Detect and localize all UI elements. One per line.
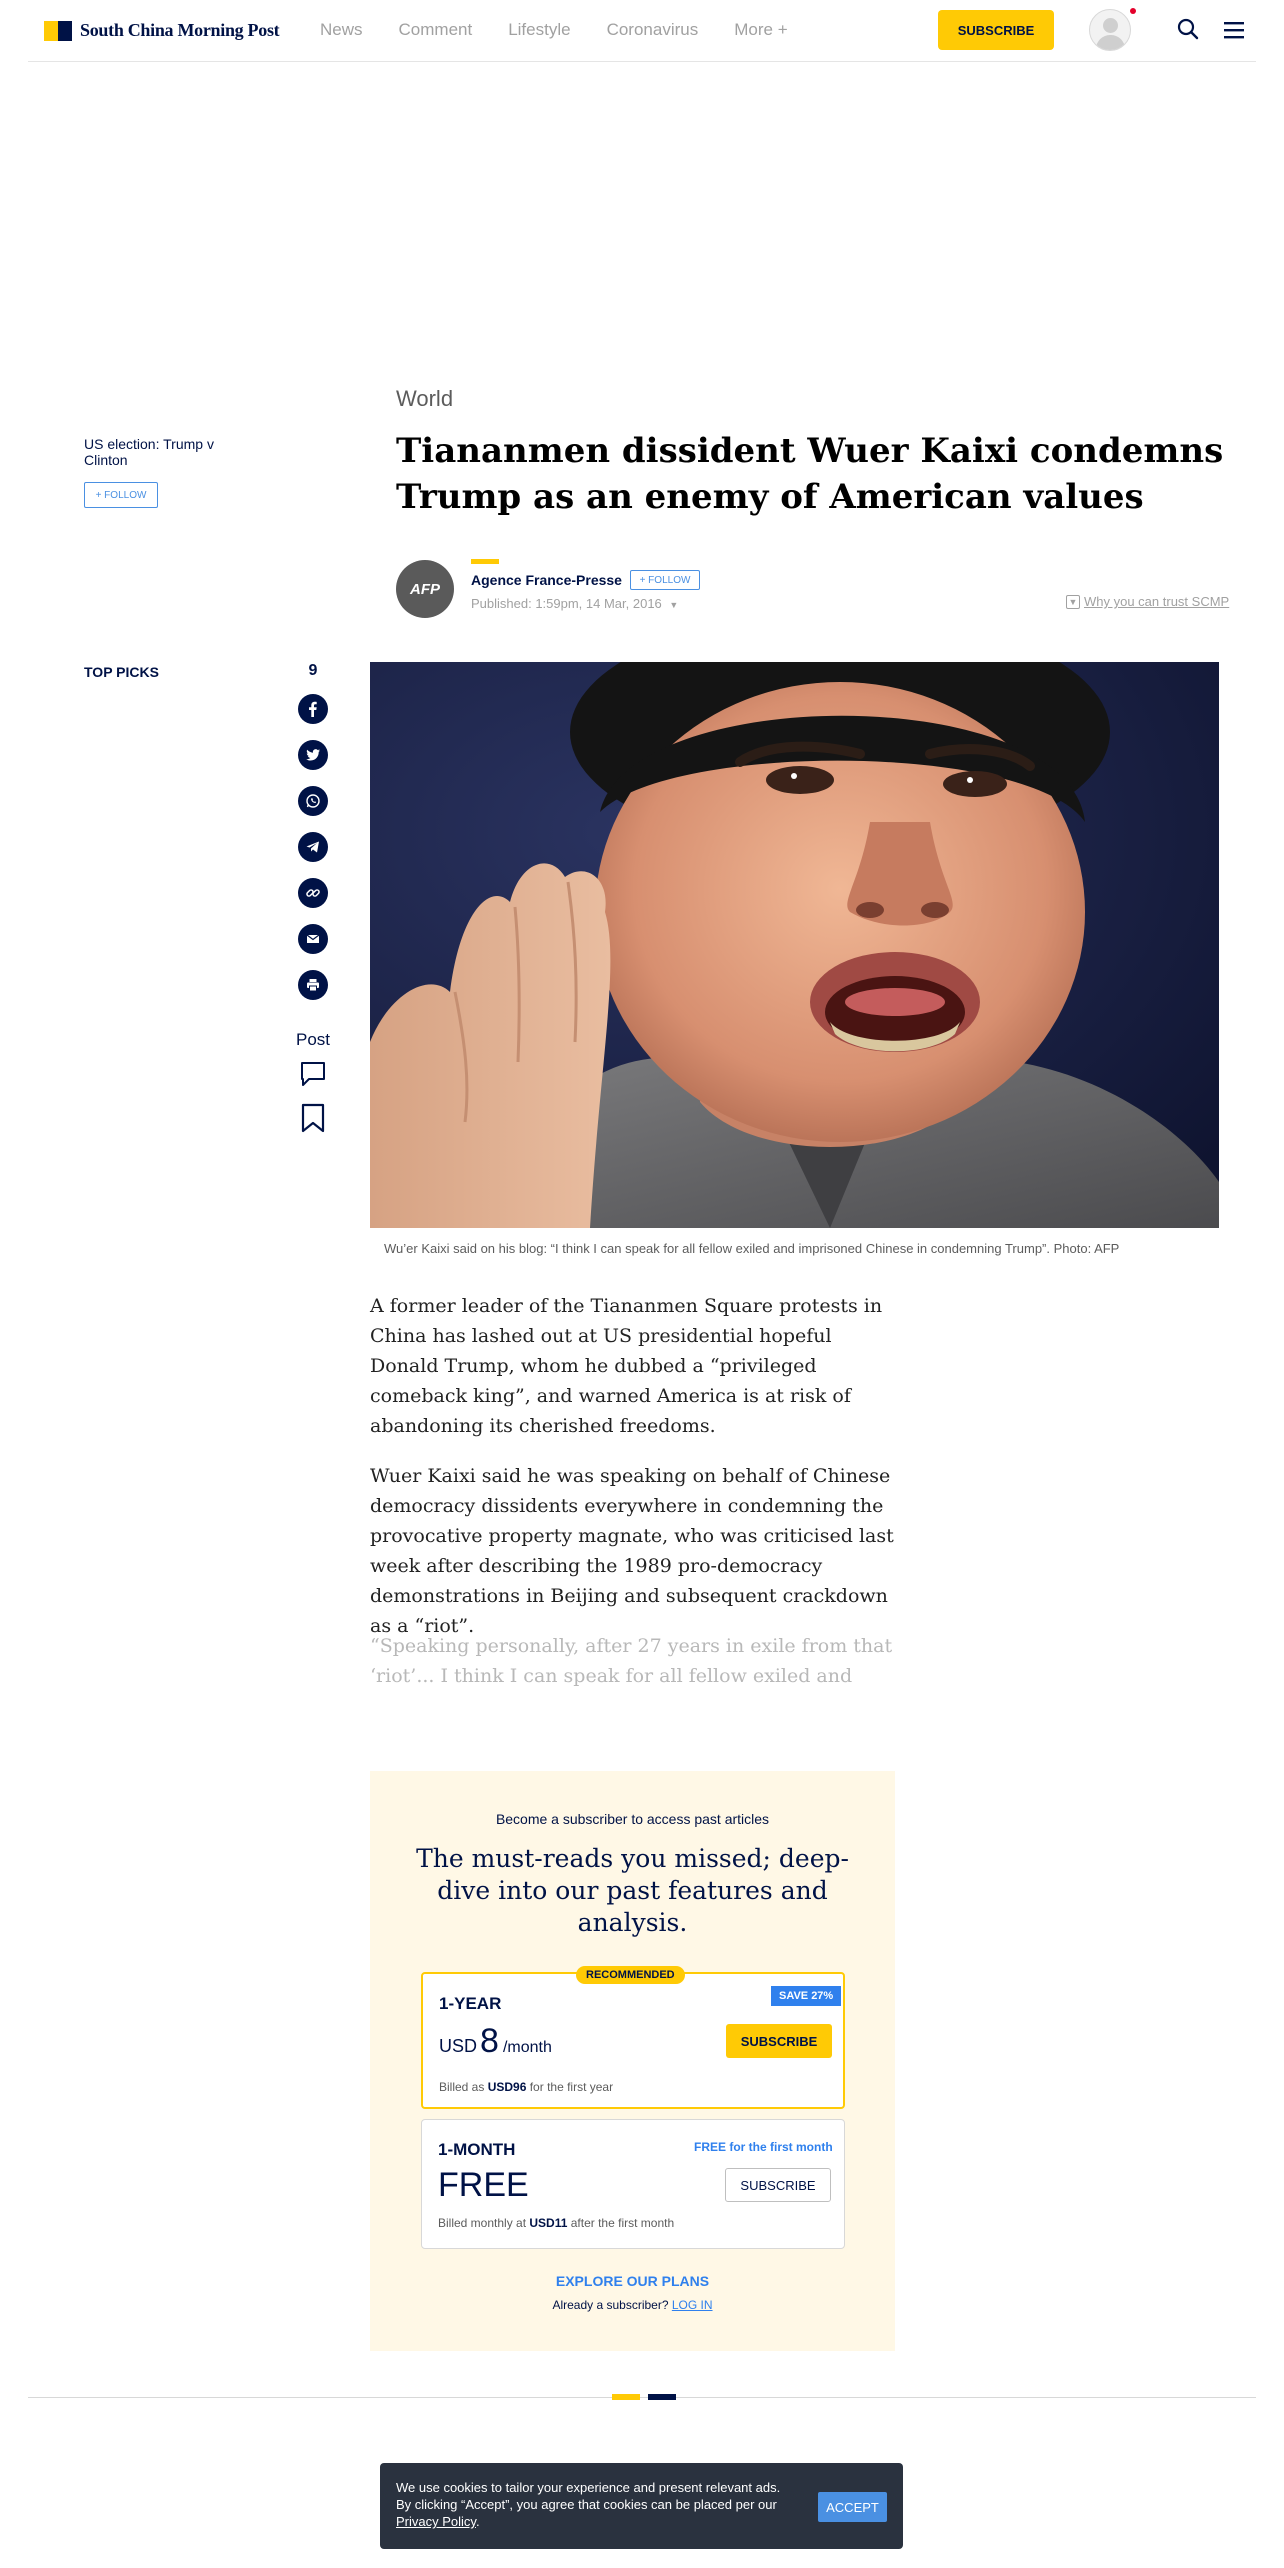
hamburger-menu-icon[interactable] xyxy=(1222,18,1246,42)
note-amount: USD11 xyxy=(529,2216,568,2230)
author-name[interactable]: Agence France-Presse xyxy=(471,572,622,588)
plan-1-year[interactable] xyxy=(421,1969,845,2109)
copy-link-button[interactable] xyxy=(298,878,328,908)
note-suffix: for the first year xyxy=(526,2080,614,2094)
filter-icon: ▼ xyxy=(1066,595,1080,609)
mail-icon xyxy=(305,931,321,947)
paywall-kicker: Become a subscriber to access past articles xyxy=(495,1811,770,1827)
email-share-button[interactable] xyxy=(298,924,328,954)
whatsapp-icon xyxy=(305,793,321,809)
user-avatar-icon[interactable] xyxy=(1089,9,1131,51)
main-nav xyxy=(320,20,788,40)
recommended-badge: RECOMMENDED xyxy=(576,1966,685,1984)
print-button[interactable] xyxy=(298,970,328,1000)
plan-period: /month xyxy=(502,2039,552,2056)
scmp-logo[interactable] xyxy=(44,20,279,41)
author-accent-bar xyxy=(471,559,499,564)
note-prefix: Billed monthly at xyxy=(438,2216,530,2230)
notification-dot xyxy=(1130,8,1136,14)
save-badge: SAVE 27% xyxy=(771,1986,841,2006)
printer-icon xyxy=(305,977,321,993)
plan-billing-note xyxy=(439,2080,613,2094)
article-headline: Tiananmen dissident Wuer Kaixi condemns Trump as an enemy of American values xyxy=(396,431,1224,517)
logo-text: South China Morning Post xyxy=(80,20,280,40)
trust-scmp-link[interactable] xyxy=(1066,594,1229,609)
post-label: Post xyxy=(295,1030,331,1049)
twitter-share-button[interactable] xyxy=(298,740,328,770)
author-follow-button[interactable]: + FOLLOW xyxy=(630,570,700,590)
explore-plans-link[interactable]: EXPLORE OUR PLANS xyxy=(555,2273,710,2289)
note-amount: USD96 xyxy=(487,2080,527,2094)
free-first-month-label: FREE for the first month xyxy=(694,2140,833,2154)
footer-brand-marks xyxy=(612,2394,676,2400)
already-text: Already a subscriber? xyxy=(552,2298,672,2312)
note-prefix: Billed as xyxy=(439,2080,488,2094)
hero-image[interactable] xyxy=(370,662,1219,1228)
plan-billing-note xyxy=(438,2216,674,2230)
topic-title[interactable]: US election: Trump v Clinton xyxy=(84,436,214,468)
plan-name: 1-MONTH xyxy=(438,2140,516,2159)
nav-item-coronavirus[interactable]: Coronavirus xyxy=(606,20,699,39)
comment-icon[interactable] xyxy=(299,1060,327,1088)
bookmark-icon[interactable] xyxy=(300,1103,326,1133)
telegram-icon xyxy=(305,839,321,855)
top-picks-label[interactable]: TOP PICKS xyxy=(84,664,159,680)
month-subscribe-button[interactable]: SUBSCRIBE xyxy=(725,2168,831,2202)
already-subscriber xyxy=(370,2298,895,2312)
trust-scmp-text: Why you can trust SCMP xyxy=(1084,594,1230,609)
plan-price-free: FREE xyxy=(438,2166,529,2204)
twitter-icon xyxy=(305,747,321,763)
plan-name: 1-YEAR xyxy=(439,1994,502,2013)
article-paragraph: Wuer Kaixi said he was speaking on behalf of Chinese democracy dissidents everywhere in condemning the provocative property magnate, who was criticised last week after describing the 1989 pro-democracy demonstrations in Beijing and subsequent crackdown as a “riot”. xyxy=(370,1465,894,1637)
article-paragraph-faded: “Speaking personally, after 27 years in exile from that ‘riot’... I think I can speak for all fellow exiled and xyxy=(370,1635,893,1687)
cookie-accept-button[interactable]: ACCEPT xyxy=(818,2492,887,2522)
hero-illustration xyxy=(370,662,1219,1228)
login-link[interactable]: LOG IN xyxy=(671,2298,713,2312)
share-count: 9 xyxy=(308,662,318,679)
facebook-icon xyxy=(305,701,321,717)
nav-item-news[interactable]: News xyxy=(320,20,363,39)
search-icon[interactable] xyxy=(1176,17,1200,41)
telegram-share-button[interactable] xyxy=(298,832,328,862)
privacy-policy-link[interactable]: Privacy Policy xyxy=(396,2514,476,2529)
nav-item-lifestyle[interactable]: Lifestyle xyxy=(508,20,571,39)
hero-caption: Wu’er Kaixi said on his blog: “I think I can speak for all fellow exiled and imprisoned Chinese in condemning Trump”. Photo: AFP xyxy=(384,1241,1120,1256)
published-date[interactable] xyxy=(471,596,678,611)
facebook-share-button[interactable] xyxy=(298,694,328,724)
nav-item-comment[interactable]: Comment xyxy=(398,20,473,39)
cookie-period: . xyxy=(475,2514,480,2529)
plan-amount: 8 xyxy=(480,2022,499,2060)
article-paragraph: A former leader of the Tiananmen Square protests in China has lashed out at US presidential hopeful Donald Trump, whom he dubbed a “privileged comeback king”, and warned America is at risk of abandoning its cherished freedoms. xyxy=(370,1295,883,1437)
year-subscribe-button[interactable]: SUBSCRIBE xyxy=(726,2024,832,2058)
site-header xyxy=(28,0,1256,62)
whatsapp-share-button[interactable] xyxy=(298,786,328,816)
chevron-down-icon: ▼ xyxy=(669,600,679,610)
topic-follow-button[interactable]: + FOLLOW xyxy=(84,482,158,508)
cookie-text xyxy=(396,2479,796,2530)
cookie-banner xyxy=(380,2463,903,2549)
header-subscribe-button[interactable]: SUBSCRIBE xyxy=(938,10,1054,50)
paywall-title: The must-reads you missed; deep-dive into our past features and analysis. xyxy=(416,1844,849,1937)
section-label[interactable]: World xyxy=(396,386,454,411)
cookie-message: We use cookies to tailor your experience and present relevant ads. By clicking “Accept”, you agree that cookies can be placed per our xyxy=(396,2480,781,2512)
logo-mark-icon xyxy=(44,21,72,41)
published-text: Published: 1:59pm, 14 Mar, 2016 xyxy=(471,596,662,611)
plan-currency: USD xyxy=(439,2036,478,2056)
nav-item-more[interactable]: More + xyxy=(734,20,788,39)
paywall-box xyxy=(370,1771,895,2351)
author-avatar[interactable]: AFP xyxy=(396,560,454,618)
plan-price xyxy=(439,2022,552,2061)
plan-1-month[interactable] xyxy=(421,2119,845,2249)
note-suffix: after the first month xyxy=(567,2216,675,2230)
link-icon xyxy=(305,885,321,901)
